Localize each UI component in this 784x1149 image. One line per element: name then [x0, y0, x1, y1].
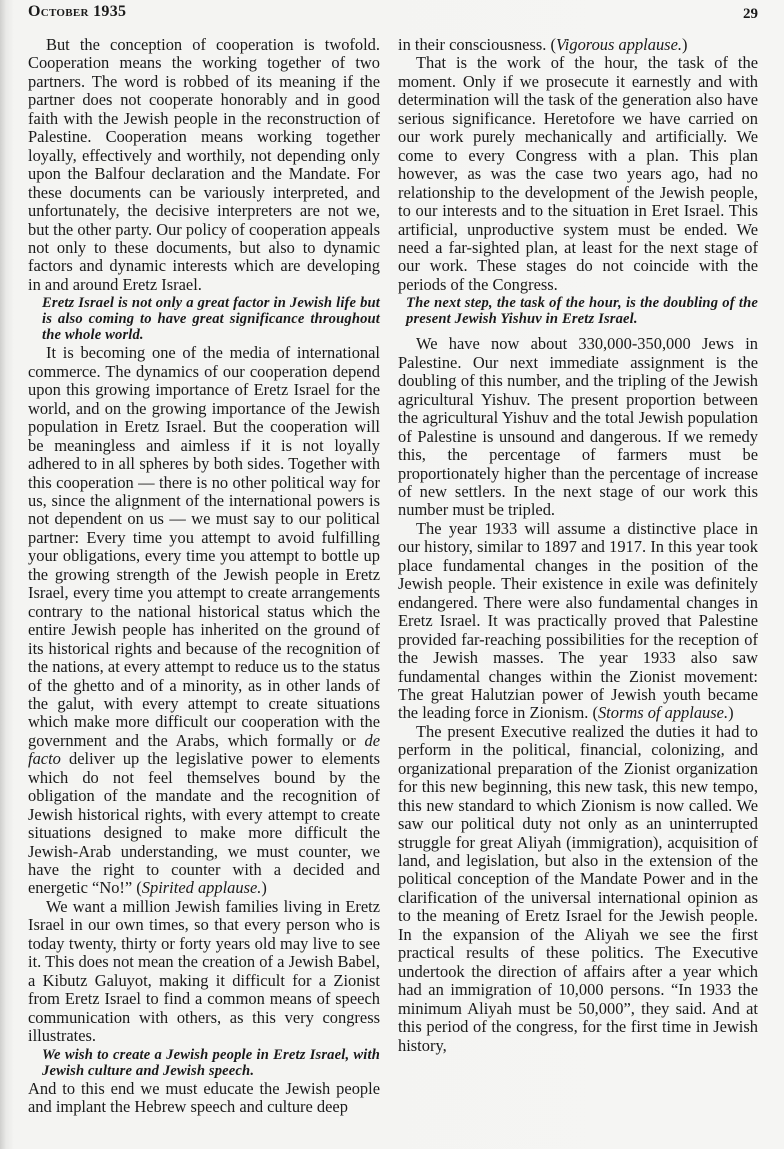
pull-quote: Eretz Israel is not only a great factor in Jewish life but is also coming to have great significance throughout the whole world.	[42, 295, 380, 344]
paragraph-text: It is becoming one of the media of international commerce. The dynamics of our cooperation depend upon this growing importance of Eretz Israel for the world, and on the growing importance of the Jewish population in Eretz Israel. But the cooperation will be meaningless and aimless if it is not loyally adhered to in all spheres by both sides. Together with this cooperation — there is no other political way for us, since the alignment of the international powers is not dependent on us — we must say to our political partner: Every time you attempt to avoid fulfilling your obligations, every time you attempt to bottle up the growing strength of the Jewish people in Eretz Israel, every time you attempt to create arrangements contrary to the national historical status which the entire Jewish people has inherited on the ground of its historical rights and because of the recognition of the nations, at every attempt to reduce us to the status of the ghetto and of a minority, as in other lands of the galut, with every attempt to create situations which make more difficult our cooperation with the government and the Arabs, which formally or	[28, 343, 380, 750]
right-column	[398, 36, 758, 1055]
italic-phrase: de facto	[28, 730, 380, 769]
paragraph	[398, 36, 758, 54]
paragraph: That is the work of the hour, the task of the moment. Only if we prosecute it earnestly and with determination will the task of the generation also have serious significance. Heretofore we have carried on our work purely mechanically and artificially. We come to every Congress with a plan. This plan however, as was the case two years ago, had no relationship to the development of the Jewish people, to our interests and to the situation in Eret Israel. This artificial, unproductive system must be ended. We need a far-sighted plan, at least for the next stage of our work. These stages do not coincide with the periods of the Congress.	[398, 53, 758, 294]
applause-note: Vigorous applause.	[555, 35, 682, 54]
left-column	[28, 36, 380, 1116]
paragraph-text: )	[728, 703, 734, 723]
pull-quote: The next step, the task of the hour, is the doubling of the present Jewish Yishuv in Eretz Israel.	[406, 295, 758, 328]
paragraph-text: in their consciousness. (	[398, 35, 556, 54]
paragraph-text: deliver up the legislative power to elements which do not feel themselves bound by the obligation of the mandate and the recognition of Jewish historical rights, with every attempt to create situations designed to make more difficult the Jewish-Arab understanding, we must counter, we have the right to counter with a decided and energetic “No!” (	[28, 749, 380, 898]
paragraph: We want a million Jewish families living in Eretz Israel in our own times, so that every person who is today twenty, thirty or forty years old may live to see it. This does not mean the creation of a Jewish Babel, a Kibutz Galuyot, making it difficult for a Zionist from Eretz Israel to find a common means of speech communication with others, as this very congress illustrates.	[28, 896, 380, 1046]
paragraph	[398, 520, 758, 723]
paragraph	[28, 344, 380, 898]
paragraph-text: The year 1933 will assume a distinctive place in our history, similar to 1897 and 1917. In this year took place fundamental changes in the position of the Jewish people. Their existence in exile was definitely endangered. There were also fundamental changes in Eretz Israel. It was practically proved that Palestine provided far-reaching possibilities for the reception of the Jewish masses. The year 1933 also saw fundamental changes within the Zionist movement: The great Halutzian power of Jewish youth became the leading force in Zionism. (	[398, 518, 758, 723]
paragraph-text: )	[261, 878, 267, 898]
paragraph: We have now about 330,000-350,000 Jews in Palestine. Our next immediate assignment is the doubling of this number, and the tripling of the Jewish agricultural Yishuv. The present proportion between the agricultural Yishuv and the total Jewish population of Palestine is unsound and dangerous. If we remedy this, the percentage of farmers must be proportionately higher than the percentage of increase of new settlers. In the next stage of our work this number must be tripled.	[398, 334, 758, 520]
running-title: October 1935	[28, 3, 127, 20]
paragraph: But the conception of cooperation is twofold. Cooperation means the working together of two partners. The word is robbed of its meaning if the partner does not cooperate honorably and in good faith with the Jewish people in the reconstruction of Palestine. Cooperation means working together loyally, effectively and worthily, not depending only upon the Balfour declaration and the Mandate. For these documents can be variously interpreted, and unfortunately, the decisive interpreters are not we, but the other party. Our policy of cooperation appeals not only to these documents, but also to dynamic factors and dynamic interests which are developing in and around Eretz Israel.	[28, 35, 380, 294]
paragraph-text: )	[682, 35, 688, 54]
applause-note: Spirited applause.	[141, 878, 262, 898]
applause-note: Storms of applause.	[597, 703, 729, 723]
page-number: 29	[743, 6, 758, 22]
pull-quote: We wish to create a Jewish people in Eretz Israel, with Jewish culture and Jewish speech.	[42, 1046, 380, 1079]
running-head	[28, 3, 758, 25]
paragraph: And to this end we must educate the Jewish people and implant the Hebrew speech and culture deep	[28, 1078, 380, 1117]
paragraph: The present Executive realized the duties it had to perform in the political, financial, colonizing, and organizational preparation of the Zionist organization for this new beginning, this new task, this new tempo, this new standard to which Zionism is now called. We saw our political duty not only as an uninterrupted struggle for great Aliyah (immigration), acquisition of land, and legislation, but also in the extension of the political conception of the Mandate Power and in the clarification of the universal international opinion as to the meaning of Eretz Israel for the Jewish people. In the expansion of the Aliyah we see the first practical results of these politics. The Executive undertook the direction of affairs after a year which had an immigration of 10,000 persons. “In 1933 the minimum Aliyah must be 50,000”, they said. And at this period of the congress, for the first time in Jewish history,	[398, 721, 758, 1055]
